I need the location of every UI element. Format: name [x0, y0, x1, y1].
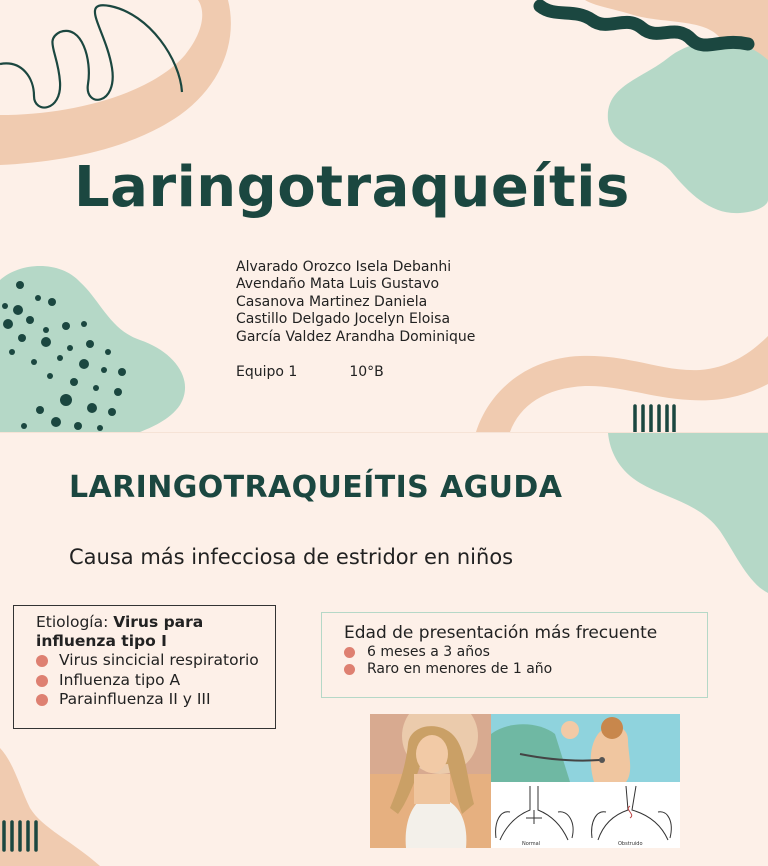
etiology-bold: Virus para influenza tipo I — [36, 613, 204, 650]
author-name: Castillo Delgado Jocelyn Eloisa — [236, 311, 451, 328]
peach-blob-bottom-left — [0, 748, 100, 866]
author-name: Casanova Martinez Daniela — [236, 293, 428, 310]
age-box — [321, 612, 708, 698]
author-name: Alvarado Orozco Isela Debanhi — [236, 259, 452, 275]
age-heading: Edad de presentación más frecuente — [344, 623, 658, 643]
stripe-mark — [635, 406, 674, 432]
team-info — [236, 364, 384, 380]
list-item: Parainfluenza II y III — [36, 690, 275, 710]
list-item: Virus sincicial respiratorio — [36, 651, 275, 671]
etiology-label: Etiología: — [36, 613, 114, 631]
label-obstructed: Obstruido — [618, 841, 643, 847]
slide-heading: LARINGOTRAQUEÍTIS AGUDA — [69, 470, 563, 505]
slide-subtitle: Causa más infecciosa de estridor en niños — [69, 545, 514, 569]
list-item: 6 meses a 3 años — [344, 644, 707, 661]
mint-blob-top-right — [608, 433, 768, 593]
list-item: Influenza tipo A — [36, 671, 275, 691]
age-list — [344, 644, 707, 678]
peach-arc-bottom-right — [476, 336, 768, 432]
team-label: Equipo 1 — [236, 364, 298, 380]
content-slide — [0, 433, 768, 866]
etiology-list — [36, 651, 275, 710]
author-name: Avendaño Mata Luis Gustavo — [236, 276, 440, 293]
title-slide — [0, 0, 768, 432]
etiology-box — [13, 605, 276, 729]
girl-face — [416, 735, 448, 773]
presentation-title: Laringotraqueítis — [74, 155, 630, 220]
list-item: Raro en menores de 1 año — [344, 661, 707, 678]
author-name: García Valdez Arandha Dominique — [236, 328, 476, 345]
author-list — [236, 259, 475, 346]
airway-diagram-bg — [491, 782, 680, 848]
etiology-heading — [36, 613, 275, 651]
clinical-photo-collage — [370, 714, 680, 848]
label-normal: Normal — [522, 841, 541, 847]
girl-dress — [406, 802, 467, 848]
peach-blob-top-left — [0, 0, 231, 165]
grade-label: 10°B — [349, 364, 384, 380]
mint-blob-top-right — [608, 41, 768, 213]
